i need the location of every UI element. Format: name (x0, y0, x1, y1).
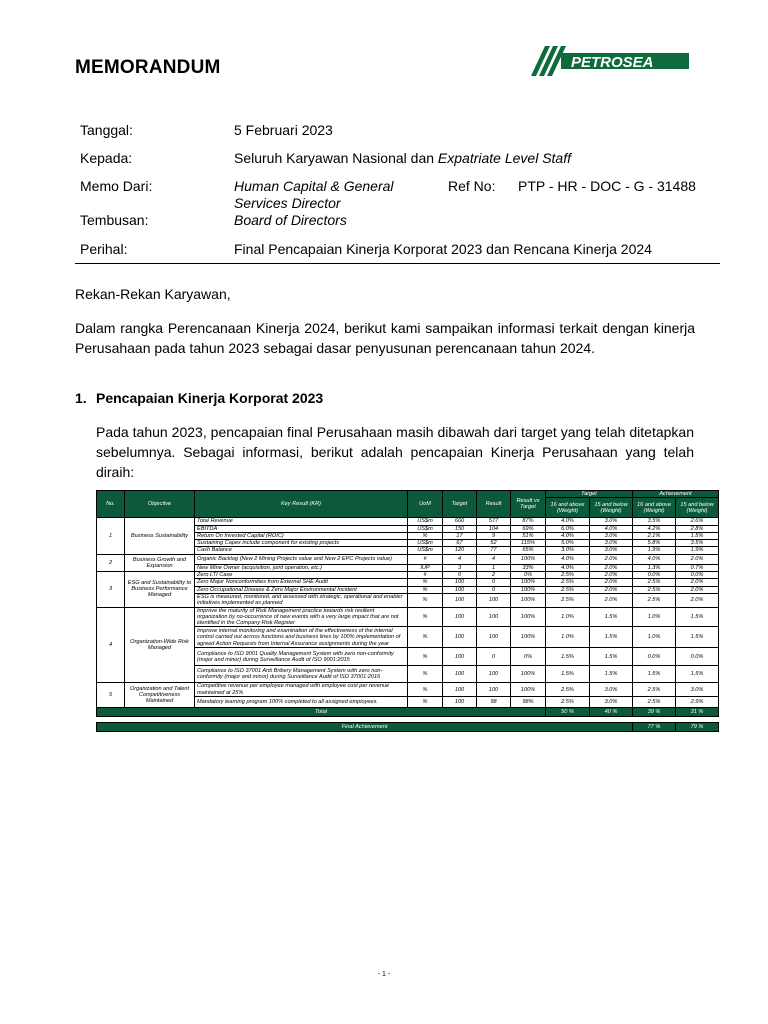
a15-cell: 1.5% (676, 607, 719, 627)
key-result-cell: Competitive revenue per employee managed with employee cost per revenue maintained at 25% (195, 683, 408, 697)
result-cell: 2 (477, 572, 511, 579)
col-achievement-15: 15 and below (Weight) (676, 498, 719, 518)
target-cell: 17 (443, 532, 477, 539)
intro-paragraph: Dalam rangka Perencanaan Kinerja 2024, berikut kami sampaikan informasi terkait dengan kinerja Perusahaan pada tahun 2023 sebagai dasar penyusunan perencanaan tahun 2024. (75, 320, 695, 356)
salutation: Rekan-Rekan Karyawan, (75, 286, 231, 302)
t15-cell: 1.5% (590, 627, 633, 648)
rvt-cell: 0% (511, 648, 546, 666)
rvt-cell: 100% (511, 554, 546, 564)
table-row (97, 572, 719, 579)
kpi-table-body (97, 518, 719, 732)
target-cell: 100 (443, 586, 477, 593)
a16-cell: 2.5% (633, 683, 676, 697)
a15-cell: 2.8% (676, 525, 719, 532)
col-objective: Objective (125, 491, 195, 518)
memo-title: MEMORANDUM (75, 57, 221, 78)
perihal-value: Final Pencapaian Kinerja Korporat 2023 dan Rencana Kinerja 2024 (234, 241, 652, 257)
a16-cell: 0.0% (633, 572, 676, 579)
col-result: Result (477, 491, 511, 518)
a16-cell: 1.0% (633, 607, 676, 627)
t15-cell: 3.0% (590, 532, 633, 539)
a16-cell: 3.5% (633, 518, 676, 525)
a15-cell: 2.6% (676, 518, 719, 525)
a16-cell: 2.5% (633, 579, 676, 586)
uom-cell: % (408, 607, 443, 627)
uom-cell: US$m (408, 547, 443, 554)
t16-cell: 2.5% (546, 683, 590, 697)
row-number: 3 (97, 572, 125, 607)
key-result-cell: Organic Backlog (New 2 Mining Projects value and New 2 EPC Projects value) (195, 554, 408, 564)
col-target: Target (443, 491, 477, 518)
result-cell: 100 (477, 607, 511, 627)
final-achievement-16: 77 % (633, 723, 676, 732)
key-result-cell: Cash Balance (195, 547, 408, 554)
row-number: 5 (97, 683, 125, 708)
uom-cell: % (408, 627, 443, 648)
uom-cell: % (408, 593, 443, 607)
a16-cell: 1.5% (633, 666, 676, 683)
perihal-label: Perihal: (80, 241, 128, 257)
a16-cell: 2.5% (633, 586, 676, 593)
uom-cell: # (408, 572, 443, 579)
memo-dari-label: Memo Dari: (80, 178, 153, 194)
result-cell: 0 (477, 586, 511, 593)
a16-cell: 2.5% (633, 697, 676, 708)
t15-cell: 2.0% (590, 593, 633, 607)
rvt-cell: 100% (511, 607, 546, 627)
a15-cell: 2.9% (676, 697, 719, 708)
target-cell: 100 (443, 579, 477, 586)
target-cell: 100 (443, 697, 477, 708)
total-target-16: 50 % (546, 708, 590, 717)
target-cell: 100 (443, 593, 477, 607)
key-result-cell: ESG is measured, monitored, and assessed with strategic, operational and enabler initiatives implemented as planned (195, 593, 408, 607)
key-result-cell: Zero Major Nonconformities from External SHE Audit (195, 579, 408, 586)
a16-cell: 1.0% (633, 627, 676, 648)
a16-cell: 5.8% (633, 540, 676, 547)
target-cell: 100 (443, 666, 477, 683)
uom-cell: IUP (408, 564, 443, 571)
objective-cell: Organization and Talent Competitiveness Maintained (125, 683, 195, 708)
objective-cell: Business Growth and Expansion (125, 554, 195, 571)
key-result-cell: New Mine Owner (acquisition, joint operation, etc.) (195, 564, 408, 571)
result-cell: 577 (477, 518, 511, 525)
a15-cell: 2.0% (676, 593, 719, 607)
final-achievement-label: Final Achievement (97, 723, 633, 732)
t16-cell: 4.0% (546, 532, 590, 539)
col-result-vs-target: Result vs Target (511, 491, 546, 518)
uom-cell: % (408, 683, 443, 697)
final-achievement-row (97, 723, 719, 732)
kepada-label: Kepada: (80, 150, 133, 166)
a15-cell: 1.5% (676, 666, 719, 683)
result-cell: 104 (477, 525, 511, 532)
a15-cell: 0.7% (676, 564, 719, 571)
target-cell: 100 (443, 648, 477, 666)
t15-cell: 2.0% (590, 586, 633, 593)
result-cell: 52 (477, 540, 511, 547)
rvt-cell: 65% (511, 547, 546, 554)
uom-cell: US$m (408, 525, 443, 532)
target-cell: 3 (443, 564, 477, 571)
key-result-cell: EBITDA (195, 525, 408, 532)
header-divider (75, 263, 720, 264)
row-number: 2 (97, 554, 125, 571)
row-number: 1 (97, 518, 125, 554)
uom-cell: % (408, 579, 443, 586)
t16-cell: 5.0% (546, 540, 590, 547)
target-cell: 0 (443, 572, 477, 579)
table-row (97, 518, 719, 525)
rvt-cell: 0% (511, 572, 546, 579)
objective-cell: Organization-Wide Risk Managed (125, 607, 195, 683)
a15-cell: 2.0% (676, 579, 719, 586)
rvt-cell: 100% (511, 586, 546, 593)
col-achievement-16: 16 and above (Weight) (633, 498, 676, 518)
total-label: Total (97, 708, 546, 717)
t15-cell: 2.0% (590, 572, 633, 579)
key-result-cell: Improve internal monitoring and examination of the effectiveness of the internal control carried out across functions and business lines by 100% implementation of agreed Action Requests from Internal Assurance assignments during the year (195, 627, 408, 648)
result-cell: 98 (477, 697, 511, 708)
uom-cell: US$m (408, 518, 443, 525)
a15-cell: 3.0% (676, 683, 719, 697)
result-cell: 100 (477, 593, 511, 607)
ref-label: Ref No: (448, 178, 496, 194)
t16-cell: 2.5% (546, 572, 590, 579)
t16-cell: 1.5% (546, 648, 590, 666)
key-result-cell: Return On Invested Capital (ROIC) (195, 532, 408, 539)
uom-cell: % (408, 586, 443, 593)
a16-cell: 0.0% (633, 648, 676, 666)
t15-cell: 3.0% (590, 540, 633, 547)
tembusan-label: Tembusan: (80, 212, 149, 228)
total-target-15: 40 % (590, 708, 633, 717)
target-cell: 660 (443, 518, 477, 525)
a16-cell: 4.2% (633, 525, 676, 532)
section-heading: 1. Pencapaian Kinerja Korporat 2023 (75, 390, 324, 406)
tanggal-label: Tanggal: (80, 122, 133, 138)
target-cell: 150 (443, 525, 477, 532)
col-group-target: Target (546, 491, 633, 498)
target-cell: 4 (443, 554, 477, 564)
a16-cell: 4.0% (633, 554, 676, 564)
a15-cell: 1.5% (676, 627, 719, 648)
uom-cell: % (408, 697, 443, 708)
a15-cell: 2.0% (676, 554, 719, 564)
t15-cell: 1.5% (590, 666, 633, 683)
target-cell: 67 (443, 540, 477, 547)
table-row (97, 683, 719, 697)
kepada-value: Seluruh Karyawan Nasional dan Expatriate Level Staff (234, 150, 571, 166)
a15-cell: 1.5% (676, 532, 719, 539)
uom-cell: % (408, 532, 443, 539)
uom-cell: % (408, 666, 443, 683)
key-result-cell: Sustaining Capex include component for existing projects (195, 540, 408, 547)
objective-cell: Business Sustainability (125, 518, 195, 554)
key-result-cell: Compliance to ISO 9001 Quality Management System with zero non-conformity (major and minor) during Surveillance Audit of ISO 9001:2015 (195, 648, 408, 666)
result-cell: 100 (477, 683, 511, 697)
a15-cell: 3.5% (676, 540, 719, 547)
a15-cell: 0.0% (676, 648, 719, 666)
tanggal-value: 5 Februari 2023 (234, 122, 333, 138)
t15-cell: 2.0% (590, 579, 633, 586)
result-cell: 0 (477, 579, 511, 586)
uom-cell: US$m (408, 540, 443, 547)
key-result-cell: Zero Occupational Disease & Zero Major Environmental Incident (195, 586, 408, 593)
rvt-cell: 98% (511, 697, 546, 708)
rvt-cell: 33% (511, 564, 546, 571)
rvt-cell: 115% (511, 540, 546, 547)
t15-cell: 1.5% (590, 648, 633, 666)
ref-value: PTP - HR - DOC - G - 31488 (518, 178, 696, 194)
memo-dari-value: Human Capital & General Services Director (234, 178, 394, 211)
col-no: No. (97, 491, 125, 518)
a15-cell: 1.9% (676, 547, 719, 554)
rvt-cell: 87% (511, 518, 546, 525)
t15-cell: 3.0% (590, 697, 633, 708)
key-result-cell: Zero LTI Case (195, 572, 408, 579)
t15-cell: 3.0% (590, 683, 633, 697)
t16-cell: 1.0% (546, 607, 590, 627)
section-paragraph: Pada tahun 2023, pencapaian final Perusahaan masih dibawah dari target yang telah ditetapkan sebelumnya. Sebagai informasi, berikut adalah pencapaian Kinerja Perusahaan yang telah diraih: (96, 424, 694, 480)
col-uom: UoM (408, 491, 443, 518)
t16-cell: 6.0% (546, 525, 590, 532)
rvt-cell: 100% (511, 579, 546, 586)
t16-cell: 2.5% (546, 593, 590, 607)
rvt-cell: 100% (511, 627, 546, 648)
table-row (97, 607, 719, 627)
total-achievement-15: 31 % (676, 708, 719, 717)
a15-cell: 2.0% (676, 586, 719, 593)
t15-cell: 4.0% (590, 525, 633, 532)
key-result-cell: Compliance to ISO 37001 Anti Bribery Management System with zero non-conformity (major and minor) during Surveillance Audit of ISO 37001:2016 (195, 666, 408, 683)
t16-cell: 3.0% (546, 547, 590, 554)
tembusan-value: Board of Directors (234, 212, 347, 228)
result-cell: 1 (477, 564, 511, 571)
uom-cell: % (408, 648, 443, 666)
t16-cell: 2.5% (546, 586, 590, 593)
t15-cell: 3.0% (590, 547, 633, 554)
total-row (97, 708, 719, 717)
target-cell: 120 (443, 547, 477, 554)
target-cell: 100 (443, 683, 477, 697)
rvt-cell: 100% (511, 593, 546, 607)
t15-cell: 2.0% (590, 564, 633, 571)
result-cell: 0 (477, 648, 511, 666)
target-cell: 100 (443, 627, 477, 648)
row-number: 4 (97, 607, 125, 683)
a16-cell: 2.5% (633, 593, 676, 607)
key-result-cell: Improve the maturity of Risk Management practice towards risk resilient organization by no-occurrence of new events with a very large impact that are not identified in the Company Risk Register (195, 607, 408, 627)
t16-cell: 1.0% (546, 627, 590, 648)
a15-cell: 0.0% (676, 572, 719, 579)
key-result-cell: Mandatory learning program 100% completed to all assigned employees. (195, 697, 408, 708)
t16-cell: 1.5% (546, 666, 590, 683)
t15-cell: 1.5% (590, 607, 633, 627)
col-target-15: 15 and below (Weight) (590, 498, 633, 518)
t15-cell: 3.0% (590, 518, 633, 525)
rvt-cell: 51% (511, 532, 546, 539)
t15-cell: 2.0% (590, 554, 633, 564)
final-achievement-15: 79 % (676, 723, 719, 732)
petrosea-logo (531, 46, 689, 76)
uom-cell: # (408, 554, 443, 564)
a16-cell: 2.1% (633, 532, 676, 539)
objective-cell: ESG and Sustainability to Business Performance Managed (125, 572, 195, 607)
t16-cell: 2.5% (546, 697, 590, 708)
col-key-result: Key Result (KR) (195, 491, 408, 518)
result-cell: 4 (477, 554, 511, 564)
t16-cell: 2.5% (546, 579, 590, 586)
page-number: - 1 - (377, 971, 391, 978)
result-cell: 100 (477, 666, 511, 683)
a16-cell: 1.9% (633, 547, 676, 554)
key-result-cell: Total Revenue (195, 518, 408, 525)
col-target-16: 16 and above (Weight) (546, 498, 590, 518)
t16-cell: 4.0% (546, 518, 590, 525)
logo-text: PETROSEA (571, 54, 654, 71)
result-cell: 100 (477, 627, 511, 648)
result-cell: 9 (477, 532, 511, 539)
kpi-table (96, 490, 719, 732)
t16-cell: 4.0% (546, 554, 590, 564)
result-cell: 77 (477, 547, 511, 554)
rvt-cell: 100% (511, 683, 546, 697)
a16-cell: 1.3% (633, 564, 676, 571)
target-cell: 100 (443, 607, 477, 627)
rvt-cell: 69% (511, 525, 546, 532)
table-row (97, 554, 719, 564)
total-achievement-16: 39 % (633, 708, 676, 717)
t16-cell: 4.0% (546, 564, 590, 571)
rvt-cell: 100% (511, 666, 546, 683)
col-group-achievement: Achievement (633, 491, 719, 498)
